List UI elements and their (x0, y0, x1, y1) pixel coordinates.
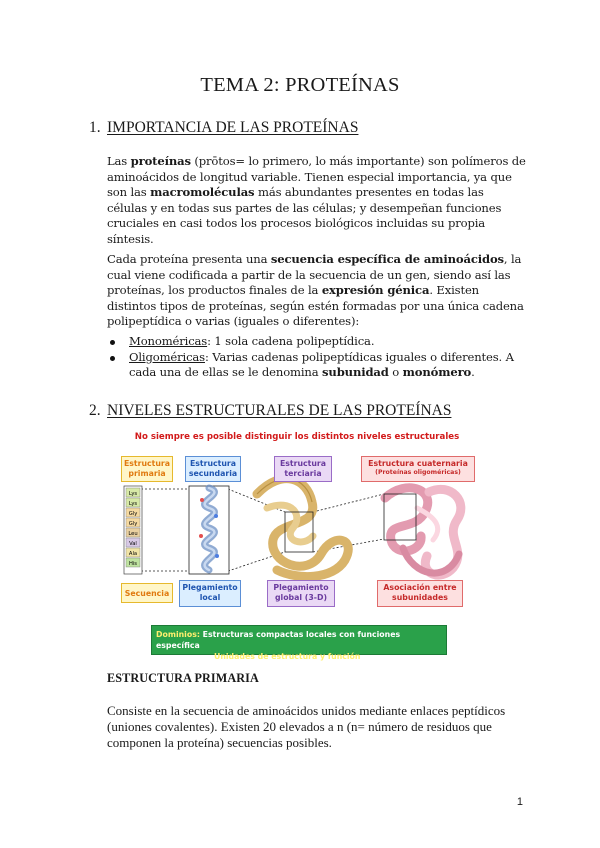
protein-type-list (107, 334, 527, 381)
residue-label: Gly (128, 521, 138, 527)
page-number: 1 (516, 796, 523, 808)
label-secuencia: Secuencia (121, 583, 173, 603)
dominios-key: Dominios: (156, 630, 200, 639)
residue-label: Ala (128, 551, 138, 557)
section-2-heading (89, 402, 451, 420)
label-estructura-cuaternaria: Estructura cuaternaria (Proteínas oligoméricas) (361, 456, 475, 482)
label-estructura-terciaria: Estructura terciaria (274, 456, 332, 482)
dominios-line-1: Estructuras compactas locales con funciones específica (156, 630, 401, 650)
bullet-icon (110, 356, 115, 361)
alpha-helix-image (189, 486, 229, 574)
quaternary-oligomer-image (384, 488, 461, 575)
label-asociacion-subunidades: Asociación entre subunidades (377, 580, 463, 607)
term-macromoleculas: macromoléculas (150, 185, 255, 199)
residue-label: Lys (128, 491, 138, 497)
term-secuencia-especifica: secuencia específica de aminoácidos (270, 252, 504, 266)
residue-label: Val (129, 541, 137, 547)
bullet-icon (110, 340, 115, 345)
residue-label: Lys (128, 501, 138, 507)
label-plegamiento-local: Plegamiento local (179, 580, 241, 607)
residue-label: Gly (128, 511, 138, 517)
list-item: Oligoméricas: Varias cadenas polipeptídicas iguales o diferentes. A cada una de ellas se le denomina subunidad o monómero. (107, 350, 527, 381)
label-estructura-primaria: Estructura primaria (121, 456, 173, 482)
dominios-line-2: Unidades de estructura y función (214, 652, 361, 661)
label-estructura-secundaria: Estructura secundaria (185, 456, 241, 482)
term-proteinas: proteínas (130, 154, 191, 168)
paragraph-proteinas-definicion: Las proteínas (prōtos= lo primero, lo más importante) son polímeros de aminoácidos de longitud variable. Tienen especial importancia, ya que son las macromoléculas más abundantes presentes en todas las células y en todas sus partes de las células; y desempeñan funciones cruciales en casi todos los procesos biológicos incluidas su propia síntesis. (107, 154, 526, 246)
dominios-banner (151, 625, 447, 661)
estructura-primaria-paragraph: Consiste en la secuencia de aminoácidos unidos mediante enlaces peptídicos (uniones covalentes). Existen 20 elevados a n (n= número de residuos que componen la proteína) secuencias posibles. (107, 703, 506, 750)
section-2-number: 2. (89, 402, 101, 419)
section-1-title: IMPORTANCIA DE LAS PROTEÍNAS (107, 119, 359, 136)
estructura-primaria-heading: ESTRUCTURA PRIMARIA (107, 671, 259, 685)
paragraph-secuencia-especifica: Cada proteína presenta una secuencia específica de aminoácidos, la cual viene codificada a partir de la secuencia de un gen, siendo así las proteínas, los productos finales de la expresión génica. Existen distintos tipos de proteínas, según estén formadas por una única cadena polipeptídica o varias (iguales o diferentes): (107, 252, 524, 328)
label-plegamiento-global: Plegamiento global (3-D) (267, 580, 335, 607)
section-1-heading (89, 119, 358, 137)
section-2-title: NIVELES ESTRUCTURALES DE LAS PROTEÍNAS (107, 402, 452, 419)
term-expresion-genica: expresión génica (321, 283, 430, 297)
residue-label: Leu (128, 531, 138, 537)
residue-label: His (128, 561, 138, 567)
page-title: TEMA 2: PROTEÍNAS (200, 74, 400, 96)
label-proteinas-oligomericas: (Proteínas oligoméricas) (375, 469, 461, 476)
figure-headline: No siempre es posible distinguir los distintos niveles estructurales (134, 432, 460, 442)
section-1-number: 1. (89, 119, 101, 136)
list-item: Monoméricas: 1 sola cadena polipeptídica. (107, 334, 527, 350)
tertiary-fold-image (257, 479, 348, 577)
